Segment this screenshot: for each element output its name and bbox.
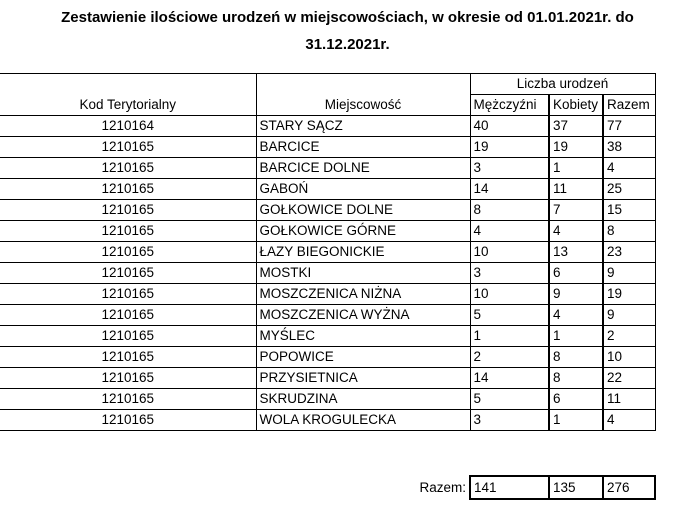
births-table	[0, 73, 656, 431]
table-row	[0, 179, 655, 200]
cell-miejscowosc: WOLA KROGULECKA	[256, 410, 470, 431]
cell-mezczyzni: 5	[470, 305, 549, 326]
cell-kod: 1210165	[0, 326, 256, 347]
cell-mezczyzni: 3	[470, 158, 549, 179]
cell-razem: 77	[603, 116, 655, 137]
cell-miejscowosc: MOSTKI	[256, 263, 470, 284]
table-row	[0, 410, 655, 431]
cell-kobiety: 6	[549, 263, 603, 284]
header-mezczyzni: Mężczyźni	[470, 95, 549, 116]
summary-mezczyzni: 141	[470, 476, 549, 499]
table-row	[0, 347, 655, 368]
cell-miejscowosc: MOSZCZENICA NIŻNA	[256, 284, 470, 305]
header-miejscowosc: Miejscowość	[256, 74, 470, 116]
cell-razem: 19	[603, 284, 655, 305]
cell-kod: 1210165	[0, 158, 256, 179]
cell-razem: 25	[603, 179, 655, 200]
cell-miejscowosc: SKRUDZINA	[256, 389, 470, 410]
cell-miejscowosc: GOŁKOWICE GÓRNE	[256, 221, 470, 242]
cell-kobiety: 1	[549, 410, 603, 431]
cell-miejscowosc: GOŁKOWICE DOLNE	[256, 200, 470, 221]
cell-razem: 9	[603, 263, 655, 284]
cell-kobiety: 1	[549, 326, 603, 347]
table-row	[0, 221, 655, 242]
cell-kod: 1210165	[0, 179, 256, 200]
cell-kobiety: 9	[549, 284, 603, 305]
cell-mezczyzni: 1	[470, 326, 549, 347]
table-row	[0, 116, 655, 137]
cell-mezczyzni: 3	[470, 263, 549, 284]
cell-miejscowosc: STARY SĄCZ	[256, 116, 470, 137]
cell-kod: 1210165	[0, 305, 256, 326]
cell-mezczyzni: 40	[470, 116, 549, 137]
cell-miejscowosc: PRZYSIETNICA	[256, 368, 470, 389]
header-kobiety: Kobiety	[549, 95, 603, 116]
cell-mezczyzni: 8	[470, 200, 549, 221]
cell-kobiety: 1	[549, 158, 603, 179]
cell-kod: 1210165	[0, 347, 256, 368]
table-row	[0, 263, 655, 284]
header-liczba-urodzen: Liczba urodzeń	[470, 74, 655, 95]
report-title-line-2: 31.12.2021r.	[305, 36, 390, 53]
table-row	[0, 137, 655, 158]
cell-kobiety: 4	[549, 305, 603, 326]
cell-kobiety: 11	[549, 179, 603, 200]
cell-miejscowosc: POPOWICE	[256, 347, 470, 368]
cell-razem: 8	[603, 221, 655, 242]
cell-miejscowosc: MYŚLEC	[256, 326, 470, 347]
cell-miejscowosc: BARCICE DOLNE	[256, 158, 470, 179]
cell-kod: 1210165	[0, 137, 256, 158]
summary-razem: 276	[603, 476, 655, 499]
cell-kod: 1210164	[0, 116, 256, 137]
cell-kobiety: 37	[549, 116, 603, 137]
cell-mezczyzni: 19	[470, 137, 549, 158]
table-row	[0, 284, 655, 305]
cell-razem: 4	[603, 158, 655, 179]
cell-razem: 10	[603, 347, 655, 368]
cell-kobiety: 8	[549, 368, 603, 389]
cell-kod: 1210165	[0, 389, 256, 410]
cell-mezczyzni: 14	[470, 368, 549, 389]
cell-kod: 1210165	[0, 263, 256, 284]
cell-razem: 22	[603, 368, 655, 389]
cell-kod: 1210165	[0, 242, 256, 263]
cell-mezczyzni: 4	[470, 221, 549, 242]
table-row	[0, 158, 655, 179]
cell-razem: 15	[603, 200, 655, 221]
header-kod: Kod Terytorialny	[0, 74, 256, 116]
cell-razem: 2	[603, 326, 655, 347]
cell-kod: 1210165	[0, 200, 256, 221]
summary-label: Razem:	[419, 480, 466, 495]
summary-kobiety: 135	[549, 476, 603, 499]
cell-kobiety: 6	[549, 389, 603, 410]
cell-razem: 23	[603, 242, 655, 263]
cell-miejscowosc: ŁAZY BIEGONICKIE	[256, 242, 470, 263]
cell-mezczyzni: 3	[470, 410, 549, 431]
cell-kod: 1210165	[0, 221, 256, 242]
summary-row	[414, 475, 656, 500]
cell-kobiety: 8	[549, 347, 603, 368]
cell-razem: 4	[603, 410, 655, 431]
cell-miejscowosc: BARCICE	[256, 137, 470, 158]
cell-kod: 1210165	[0, 284, 256, 305]
cell-miejscowosc: GABOŃ	[256, 179, 470, 200]
cell-mezczyzni: 2	[470, 347, 549, 368]
cell-mezczyzni: 10	[470, 242, 549, 263]
cell-razem: 9	[603, 305, 655, 326]
cell-kobiety: 7	[549, 200, 603, 221]
table-row	[0, 326, 655, 347]
cell-razem: 38	[603, 137, 655, 158]
header-row-1	[0, 74, 655, 95]
table-row	[0, 200, 655, 221]
cell-kobiety: 4	[549, 221, 603, 242]
cell-miejscowosc: MOSZCZENICA WYŻNA	[256, 305, 470, 326]
table-row	[0, 389, 655, 410]
report-title-line-1: Zestawienie ilościowe urodzeń w miejscowościach, w okresie od 01.01.2021r. do	[61, 9, 634, 26]
cell-mezczyzni: 5	[470, 389, 549, 410]
header-razem: Razem	[603, 95, 655, 116]
cell-mezczyzni: 14	[470, 179, 549, 200]
table-row	[0, 242, 655, 263]
cell-mezczyzni: 10	[470, 284, 549, 305]
table-row	[0, 305, 655, 326]
cell-kod: 1210165	[0, 410, 256, 431]
cell-razem: 11	[603, 389, 655, 410]
cell-kobiety: 19	[549, 137, 603, 158]
table-row	[0, 368, 655, 389]
cell-kod: 1210165	[0, 368, 256, 389]
cell-kobiety: 13	[549, 242, 603, 263]
